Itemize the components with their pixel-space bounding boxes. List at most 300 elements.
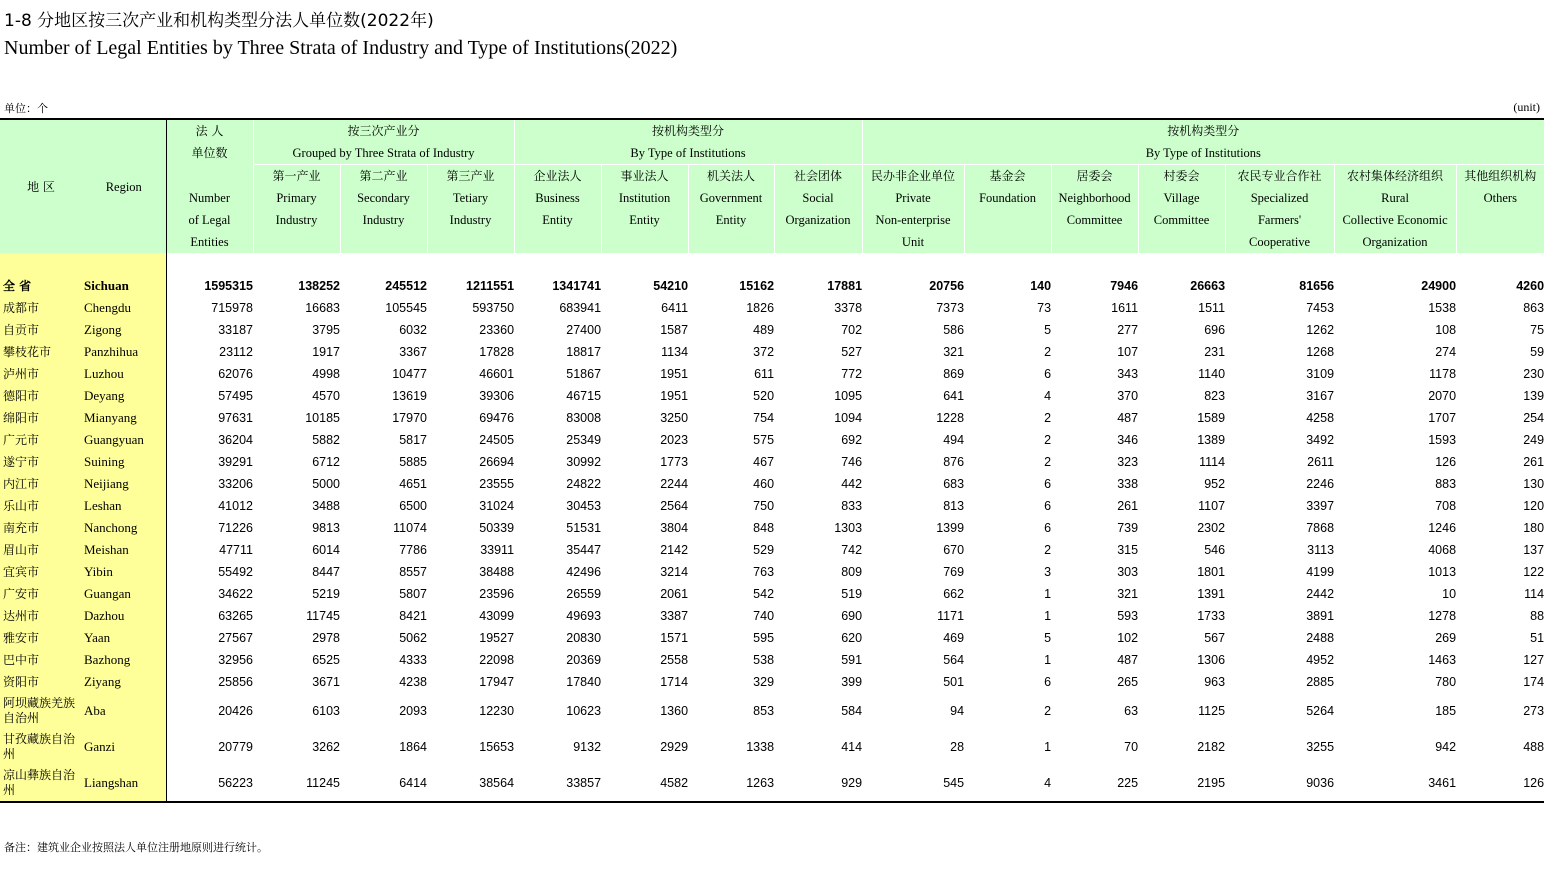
table-cell: 20369 (566, 653, 602, 667)
table-cell: 2442 (1306, 587, 1335, 601)
region-cn: 阿坝藏族羌族自治州 (0, 693, 82, 729)
table-cell: 343 (1117, 367, 1139, 381)
table-cell: 5219 (312, 587, 340, 601)
table-cell: 249 (1523, 433, 1544, 447)
table-cell: 469 (943, 631, 965, 645)
table-cell: 4998 (312, 367, 340, 381)
table-cell: 6 (1044, 499, 1052, 513)
region-en: Dazhou (82, 605, 166, 627)
table-cell: 11245 (253, 765, 340, 802)
table-cell: 33857 (514, 765, 601, 802)
table-cell: 833 (841, 499, 863, 513)
table-cell: 442 (841, 477, 863, 491)
region-en: Liangshan (82, 765, 166, 802)
table-cell: 2558 (660, 653, 689, 667)
region-cn: 宜宾市 (0, 561, 82, 583)
table-cell: 265 (1117, 675, 1139, 689)
table-cell: 6 (1044, 675, 1052, 689)
table-cell: 3804 (660, 521, 689, 535)
table-cell: 1587 (660, 323, 689, 337)
table-cell: 261 (1117, 499, 1139, 513)
col-header-en: Secondary (357, 191, 410, 205)
table-cell: 75 (1530, 323, 1544, 337)
table-cell: 2 (1044, 543, 1052, 557)
table-cell: 1511 (1198, 301, 1226, 315)
region-cn: 攀枝花市 (0, 341, 82, 363)
table-cell: 399 (841, 675, 863, 689)
col-header-en: Tetiary (452, 191, 489, 205)
table-cell: 51867 (566, 367, 602, 381)
table-cell: 3397 (1306, 499, 1335, 513)
table-cell: 5807 (399, 587, 427, 601)
table-cell: 8421 (399, 609, 427, 623)
table-cell: 105545 (385, 301, 427, 315)
table-cell: 17947 (479, 675, 515, 689)
table-cell: 1391 (1197, 587, 1226, 601)
table-cell: 321 (943, 345, 965, 359)
table-cell: 3214 (660, 565, 689, 579)
region-cn: 达州市 (0, 605, 82, 627)
table-row (0, 297, 1544, 319)
table-cell: 494 (943, 433, 965, 447)
table-cell: 1211551 (466, 279, 515, 293)
table-row (0, 451, 1544, 473)
table-cell: 127 (1523, 653, 1544, 667)
col-header-en: Collective Economic (1342, 213, 1448, 227)
col-header-en: Industry (275, 213, 318, 227)
col-header-4 (601, 165, 688, 254)
col-header-cn: 民办非企业单位 (871, 169, 956, 183)
table-cell: 36204 (218, 433, 253, 447)
table-cell: 11074 (393, 521, 427, 535)
table-cell: 952 (1204, 477, 1226, 491)
table-row (0, 627, 1544, 649)
table-row (0, 729, 1544, 765)
table-cell: 520 (753, 389, 775, 403)
header-group-type2-cn: 按机构类型分 (862, 119, 1544, 142)
table-cell: 6411 (661, 301, 689, 315)
unit-label-en: (unit) (1513, 100, 1540, 114)
table-cell: 848 (753, 521, 775, 535)
table-cell: 34622 (218, 587, 253, 601)
col-header-en: Organization (785, 213, 851, 227)
table-cell: 4 (1044, 389, 1052, 403)
table-cell: 107 (1117, 345, 1139, 359)
table-cell: 611 (754, 367, 775, 381)
table-cell: 3262 (312, 740, 340, 754)
table-cell: 739 (1117, 521, 1139, 535)
table-cell: 6 (1044, 477, 1052, 491)
table-cell: 3671 (312, 675, 340, 689)
table-cell: 696 (1204, 323, 1226, 337)
region-cn: 雅安市 (0, 627, 82, 649)
region-en: Yaan (82, 627, 166, 649)
table-cell: 4238 (399, 675, 427, 689)
table-cell: 25349 (566, 433, 602, 447)
table-cell: 2195 (1138, 765, 1225, 802)
table-cell: 2244 (660, 477, 689, 491)
region-cn: 凉山彝族自治州 (0, 765, 82, 802)
table-cell: 1134 (661, 345, 689, 359)
table-cell: 1303 (834, 521, 863, 535)
table-cell: 5000 (312, 477, 340, 491)
region-en: Bazhong (82, 649, 166, 671)
table-cell: 7373 (936, 301, 965, 315)
page-title-en: Number of Legal Entities by Three Strata of Industry and Type of Institutions(2022) (4, 37, 678, 59)
region-en: Suining (82, 451, 166, 473)
region-en: Mianyang (82, 407, 166, 429)
table-cell: 853 (753, 704, 775, 718)
region-cn: 泸州市 (0, 363, 82, 385)
col-header-cn: 村委会 (1163, 169, 1200, 183)
table-cell: 2070 (1428, 389, 1457, 403)
header-total-en (166, 165, 253, 254)
table-cell: 139 (1523, 389, 1544, 403)
table-cell: 1593 (1428, 433, 1457, 447)
table-cell: 63265 (218, 609, 253, 623)
col-header-cn: 第一产业 (272, 169, 321, 183)
table-cell: 4570 (312, 389, 340, 403)
table-cell: 5062 (399, 631, 427, 645)
table-row (0, 429, 1544, 451)
region-cn: 内江市 (0, 473, 82, 495)
table-cell: 2885 (1306, 675, 1335, 689)
table-cell: 12230 (479, 704, 515, 718)
table-cell: 9813 (312, 521, 340, 535)
region-en: Luzhou (82, 363, 166, 385)
table-cell: 6525 (312, 653, 340, 667)
col-header-6 (774, 165, 862, 254)
table-cell: 174 (1523, 675, 1544, 689)
table-cell: 23360 (479, 323, 515, 337)
region-cn: 绵阳市 (0, 407, 82, 429)
table-cell: 564 (943, 653, 965, 667)
table-cell: 1338 (746, 740, 775, 754)
table-cell: 869 (943, 367, 965, 381)
table-cell: 1951 (660, 389, 689, 403)
table-row (0, 319, 1544, 341)
region-cn: 乐山市 (0, 495, 82, 517)
table-cell: 269 (1435, 631, 1457, 645)
table-cell: 1228 (936, 411, 965, 425)
table-cell: 584 (841, 704, 863, 718)
table-cell: 26559 (566, 587, 602, 601)
table-cell: 670 (943, 543, 965, 557)
region-cn: 成都市 (0, 297, 82, 319)
table-cell: 6500 (399, 499, 427, 513)
table-cell: 6 (1044, 521, 1052, 535)
table-cell: 746 (841, 455, 863, 469)
table-cell: 6414 (340, 765, 427, 802)
table-row (0, 385, 1544, 407)
col-header-en: Government (699, 191, 763, 205)
col-header-en: Village (1163, 191, 1200, 205)
table-cell: 1107 (1198, 499, 1226, 513)
table-cell: 303 (1117, 565, 1139, 579)
col-header-en: Social (802, 191, 834, 205)
table-cell: 742 (841, 543, 863, 557)
table-cell: 137 (1523, 543, 1544, 557)
table-cell: 1278 (1428, 609, 1457, 623)
table-cell: 3461 (1334, 765, 1456, 802)
col-header-en: Committee (1066, 213, 1123, 227)
page-title-cn: 1-8 分地区按三次产业和机构类型分法人单位数(2022年) (4, 11, 434, 31)
col-header-0 (253, 165, 340, 254)
table-row-total (0, 275, 1544, 297)
region-en: Meishan (82, 539, 166, 561)
col-header-cn: 第二产业 (359, 169, 408, 183)
col-header-en: Foundation (979, 191, 1037, 205)
region-en: Nanchong (82, 517, 166, 539)
table-cell: 780 (1435, 675, 1457, 689)
table-cell: 1125 (1198, 704, 1226, 718)
table-cell: 754 (753, 411, 775, 425)
table-cell: 126 (1456, 765, 1544, 802)
table-row (0, 341, 1544, 363)
table-cell: 575 (753, 433, 775, 447)
table-cell: 23112 (219, 345, 253, 359)
table-cell: 5885 (399, 455, 427, 469)
region-en: Neijiang (82, 473, 166, 495)
table-cell: 1538 (1428, 301, 1457, 315)
table-cell: 3795 (312, 323, 340, 337)
table-cell: 102 (1117, 631, 1139, 645)
table-cell: 277 (1117, 323, 1139, 337)
region-cn: 自贡市 (0, 319, 82, 341)
table-cell: 71226 (218, 521, 253, 535)
table-cell: 662 (943, 587, 965, 601)
table-cell: 3109 (1306, 367, 1335, 381)
table-cell: 1733 (1197, 609, 1226, 623)
col-header-en: Farmers' (1257, 213, 1302, 227)
table-cell: 46715 (566, 389, 602, 403)
table-cell: 1589 (1197, 411, 1226, 425)
table-cell: 7946 (1110, 279, 1139, 293)
header-group-strata-en: Grouped by Three Strata of Industry (253, 142, 514, 165)
table-cell: 138252 (298, 279, 340, 293)
table-cell: 593 (1117, 609, 1139, 623)
table-cell: 1801 (1197, 565, 1226, 579)
region-cn: 甘孜藏族自治州 (0, 729, 82, 765)
table-cell: 690 (841, 609, 863, 623)
table-cell: 460 (753, 477, 775, 491)
col-header-en: Rural (1381, 191, 1409, 205)
table-cell: 487 (1117, 653, 1139, 667)
table-cell: 57495 (218, 389, 253, 403)
table-cell: 24822 (566, 477, 602, 491)
table-cell: 809 (841, 565, 863, 579)
table-cell: 7868 (1306, 521, 1335, 535)
header-group-type1-en: By Type of Institutions (514, 142, 862, 165)
legal-entities-table (0, 118, 1544, 803)
col-header-en: Entity (542, 213, 573, 227)
table-cell: 593750 (472, 301, 515, 315)
table-cell: 81656 (1299, 279, 1335, 293)
table-cell: 10623 (566, 704, 602, 718)
table-cell: 4258 (1306, 411, 1335, 425)
col-header-cn: 农民专业合作社 (1237, 169, 1322, 183)
col-header-en: Specialized (1250, 191, 1309, 205)
table-cell: 3113 (1307, 543, 1335, 557)
header-total-cn2: 单位数 (166, 142, 253, 165)
table-cell: 1826 (746, 301, 775, 315)
table-cell: 273 (1523, 704, 1544, 718)
table-cell: 1 (1044, 653, 1052, 667)
table-cell: 5264 (1306, 704, 1335, 718)
table-cell: 10185 (305, 411, 340, 425)
table-cell: 414 (841, 740, 863, 754)
table-cell: 1951 (660, 367, 689, 381)
table-cell: 28 (950, 740, 965, 754)
table-cell: 883 (1435, 477, 1457, 491)
table-cell: 11745 (306, 609, 340, 623)
col-header-3 (514, 165, 601, 254)
region-cn: 眉山市 (0, 539, 82, 561)
col-header-en: Cooperative (1249, 235, 1311, 249)
table-cell: 3250 (660, 411, 689, 425)
table-row (0, 605, 1544, 627)
table-cell: 321 (1117, 587, 1139, 601)
col-header-cn: 农村集体经济组织 (1347, 169, 1444, 183)
footnote: 备注：建筑业企业按照法人单位注册地原则进行统计。 (4, 841, 268, 854)
table-cell: 120 (1523, 499, 1544, 513)
table-cell: 49693 (566, 609, 602, 623)
table-cell: 3378 (834, 301, 863, 315)
table-cell: 9132 (573, 740, 602, 754)
header-total-en-1: Number (189, 190, 230, 205)
table-cell: 6712 (312, 455, 340, 469)
table-cell: 9036 (1225, 765, 1334, 802)
region-cn: 遂宁市 (0, 451, 82, 473)
col-header-8 (964, 165, 1051, 254)
table-row (0, 561, 1544, 583)
table-cell: 2 (1044, 704, 1052, 718)
table-cell: 1268 (1306, 345, 1335, 359)
table-cell: 17828 (479, 345, 515, 359)
table-cell: 43099 (479, 609, 515, 623)
table-cell: 3367 (399, 345, 427, 359)
table-cell: 763 (753, 565, 775, 579)
table-cell: 1178 (1429, 367, 1457, 381)
region-cn: 德阳市 (0, 385, 82, 407)
col-header-en: Committee (1153, 213, 1210, 227)
table-cell: 1140 (1198, 367, 1226, 381)
region-en: Guangyuan (82, 429, 166, 451)
table-cell: 1360 (660, 704, 689, 718)
table-cell: 32956 (218, 653, 253, 667)
table-cell: 1 (1044, 609, 1052, 623)
table-cell: 231 (1204, 345, 1226, 359)
col-header-en: Others (1483, 191, 1517, 205)
table-cell: 4260 (1516, 279, 1544, 293)
table-cell: 8447 (312, 565, 340, 579)
table-cell: 1263 (688, 765, 774, 802)
region-en: Leshan (82, 495, 166, 517)
col-header-1 (340, 165, 427, 254)
table-cell: 7453 (1306, 301, 1335, 315)
region-en: Aba (82, 693, 166, 729)
col-header-en: Industry (362, 213, 405, 227)
table-cell: 245512 (385, 279, 427, 293)
col-header-en: Institution (618, 191, 671, 205)
table-cell: 702 (841, 323, 863, 337)
table-cell: 1095 (834, 389, 863, 403)
table-cell: 769 (943, 565, 965, 579)
table-cell: 1714 (660, 675, 689, 689)
table-cell: 519 (841, 587, 863, 601)
table-cell: 3255 (1306, 740, 1335, 754)
table-cell: 39306 (479, 389, 515, 403)
region-cn: 巴中市 (0, 649, 82, 671)
table-cell: 4333 (399, 653, 427, 667)
region-en: Guangan (82, 583, 166, 605)
col-header-en: Organization (1362, 235, 1428, 249)
col-header-2 (427, 165, 514, 254)
table-cell: 114 (1524, 587, 1544, 601)
table-cell: 641 (943, 389, 965, 403)
table-cell: 2023 (660, 433, 689, 447)
table-cell: 2 (1044, 455, 1052, 469)
region-cn: 南充市 (0, 517, 82, 539)
table-cell: 230 (1523, 367, 1544, 381)
table-cell: 2061 (660, 587, 689, 601)
table-cell: 467 (753, 455, 775, 469)
table-cell: 5882 (312, 433, 340, 447)
table-cell: 2611 (1307, 455, 1335, 469)
table-cell: 772 (841, 367, 863, 381)
table-cell: 4199 (1306, 565, 1335, 579)
table-cell: 2488 (1306, 631, 1335, 645)
table-cell: 620 (841, 631, 863, 645)
table-cell: 41012 (218, 499, 253, 513)
table-cell: 19527 (479, 631, 515, 645)
table-cell: 15653 (479, 740, 515, 754)
table-row (0, 693, 1544, 729)
table-cell: 47711 (219, 543, 253, 557)
table-row (0, 473, 1544, 495)
table-cell: 6032 (399, 323, 427, 337)
table-cell: 20756 (929, 279, 965, 293)
table-cell: 708 (1435, 499, 1457, 513)
table-cell: 20426 (218, 704, 253, 718)
table-cell: 1611 (1111, 301, 1139, 315)
table-cell: 13619 (392, 389, 427, 403)
table-cell: 73 (1037, 301, 1052, 315)
header-group-type2-en: By Type of Institutions (862, 142, 1544, 165)
col-header-en: Neighborhood (1058, 191, 1131, 205)
col-header-en: Entity (629, 213, 660, 227)
table-cell: 23555 (479, 477, 515, 491)
table-cell: 24505 (479, 433, 515, 447)
table-cell: 4068 (1428, 543, 1457, 557)
table-cell: 59 (1530, 345, 1544, 359)
table-row (0, 407, 1544, 429)
table-cell: 33206 (218, 477, 253, 491)
table-cell: 545 (862, 765, 964, 802)
table-cell: 25856 (218, 675, 253, 689)
header-total-en-3: Entities (190, 234, 229, 249)
table-cell: 876 (943, 455, 965, 469)
table-cell: 2 (1044, 411, 1052, 425)
table-cell: 715978 (211, 301, 253, 315)
table-cell: 683 (943, 477, 965, 491)
table-cell: 274 (1435, 345, 1457, 359)
region-en: Panzhihua (82, 341, 166, 363)
table-cell: 55492 (218, 565, 253, 579)
table-cell: 1094 (834, 411, 863, 425)
table-cell: 24900 (1421, 279, 1457, 293)
table-cell: 1246 (1428, 521, 1457, 535)
